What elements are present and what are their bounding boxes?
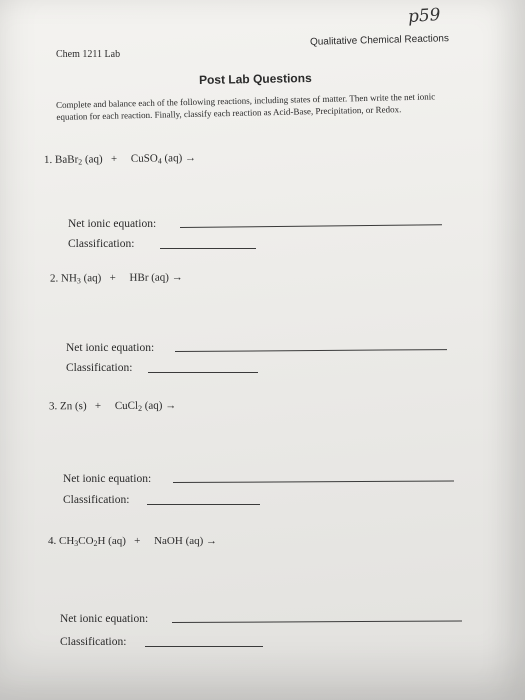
- page-title: Post Lab Questions: [198, 71, 312, 87]
- question-1-equation: 1. BaBr$_2$ (aq) + CuSO$_4$ (aq) →: [43, 151, 197, 167]
- classification-answer-line-3[interactable]: [147, 504, 260, 505]
- question-number: 1.: [43, 153, 53, 167]
- question-2-equation: 2. $NH_3$ (aq) + HBr (aq) →: [49, 271, 183, 286]
- classification-answer-line-1[interactable]: [160, 248, 256, 249]
- question-number: 3.: [48, 400, 58, 413]
- classification-label-3: Classification:: [63, 494, 130, 506]
- classification-label-4: Classification:: [60, 636, 127, 648]
- header-title: Qualitative Chemical Reactions: [309, 33, 450, 48]
- net-ionic-label-3: Net ionic equation:: [63, 473, 152, 485]
- question-3-equation: 3. Zn (s) + CuCl$_2$ (aq) →: [48, 399, 177, 413]
- classification-answer-line-4[interactable]: [145, 646, 263, 647]
- net-ionic-answer-line-2[interactable]: [175, 349, 447, 352]
- classification-label-1: Classification:: [68, 238, 135, 250]
- question-number: 4.: [48, 535, 57, 547]
- net-ionic-answer-line-1[interactable]: [180, 224, 442, 228]
- net-ionic-label-4: Net ionic equation:: [60, 613, 149, 625]
- course-label: Chem 1211 Lab: [56, 49, 121, 60]
- net-ionic-label-2: Net ionic equation:: [66, 342, 155, 354]
- classification-answer-line-2[interactable]: [148, 372, 258, 373]
- question-4-equation: 4. $CH_3CO_2H$ (aq) + NaOH (aq) →: [48, 535, 218, 548]
- handwritten-page-number: p59: [407, 4, 442, 28]
- net-ionic-answer-line-3[interactable]: [173, 481, 454, 483]
- question-number: 2.: [49, 272, 59, 285]
- instructions: Complete and balance each of the following reactions, including states of matter. Then write the net ionic equation for each reaction. Finally, classify each reaction as Acid-Base, Precipitation, or Redox.: [56, 91, 436, 122]
- classification-label-2: Classification:: [66, 362, 133, 374]
- net-ionic-answer-line-4[interactable]: [172, 620, 462, 623]
- net-ionic-label-1: Net ionic equation:: [68, 218, 157, 230]
